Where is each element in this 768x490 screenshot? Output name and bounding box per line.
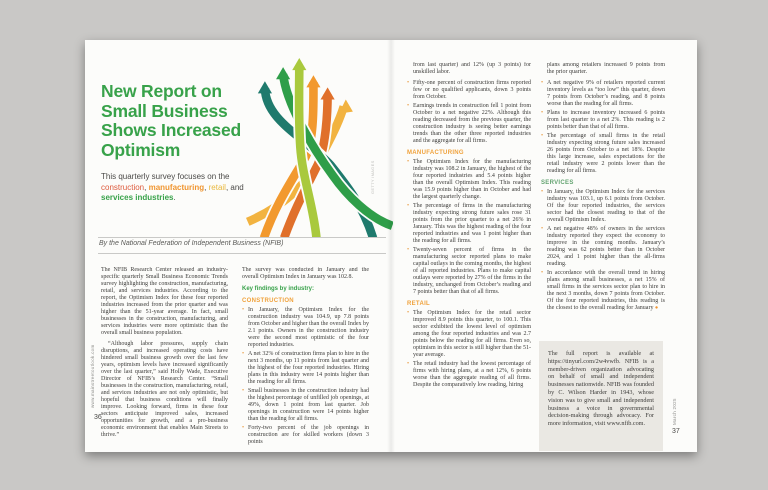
bullet-item: [407, 103, 531, 145]
construction-runover: from last quarter) and 12% (up 3 points) for unskilled labor.: [413, 62, 531, 75]
bullet-item: [407, 310, 531, 359]
bullet-marker: •: [242, 307, 245, 313]
bullet-item: [541, 110, 665, 131]
bullet-text: A net 32% of construction firms plan to hire in the next 3 months, up 11 points from last quarter and the highest of the four reported industries. Hiring plans in this industry were 14 points higher than the reading for all firms.: [248, 351, 369, 385]
right-page-column-1: [407, 62, 531, 426]
byline: By the National Federation of Independent Business (NFIB): [99, 240, 284, 247]
subtitle-segment: manufacturing: [148, 182, 205, 192]
subtitle-segment: retail: [208, 182, 226, 192]
subtitle-segment: .: [173, 193, 176, 202]
bullet-text: In January, the Optimism Index for the services industry was 103.1, up 6.1 points from October. Of the four reported industries, the services sector had the closest reading to that of the overall Optimism Index.: [547, 189, 665, 223]
bullet-text: The percentage of firms in the manufacturing industry expecting strong future sales rose 31 points from the prior quarter to a net 26% in January. This was the highest reading of the four reported industries and was 1 point higher than the reading for all firms.: [413, 203, 531, 244]
bullet-marker: •: [541, 270, 544, 276]
bullet-marker: •: [407, 203, 410, 209]
bullet-marker: •: [242, 351, 245, 357]
end-of-article-icon: ●: [653, 305, 659, 311]
bullet-text: In January, the Optimism Index for the construction industry was 104.9, up 7.8 points from October and higher than the overall Index by 2.1 points. Owners in the construction industry were the second most optimistic of the four reported industries.: [248, 307, 369, 348]
bullet-item: [541, 80, 665, 108]
retail-bullet-list: [407, 310, 531, 389]
bullet-text: Earnings trends in construction fell 1 point from October to a net negative 22%. Although this reading decreased from the previous quarter, the construction industry is seeing better earnings trends than the other three reported industries and the aggregate for all firms.: [413, 103, 531, 144]
bullet-marker: •: [407, 80, 410, 86]
byline-rule-bottom: [98, 253, 386, 254]
bullet-item: [541, 226, 665, 268]
bullet-text: The Optimism Index for the retail sector improved 8.9 points this quarter, to 100.1. This sector exhibited the lowest level of optimism among the four reported industries and was 2.7 points below the reading for all firms. Even so, optimism in this sector is still higher than the 51-year average.: [413, 310, 531, 358]
article-title: New Report on Small Business Shows Increased Optimism: [101, 81, 241, 160]
intro-paragraph: “Although labor pressures, supply chain disruptions, and increased operating costs have hindered small business growth over the last few years, optimism levels have increased significantly over the last quarter,” said Holly Wade, Executive Director of NFIB’s Research Center. “Small businesses in the construction, manufacturing, retail, and services industries are not only optimistic, but hopeful that business conditions will finally improve. Looking forward, firms in these four sectors anticipate improved sales, increased opportunities for growth, and a pro-business economic environment that enables Main Streets to thrive.”: [101, 341, 228, 438]
left-page-column-1: [101, 267, 228, 448]
bullet-marker: •: [541, 110, 544, 116]
image-credit: GETTY IMAGES: [370, 160, 375, 194]
subtitle-segment: This quarterly survey focuses on the: [101, 172, 230, 181]
subtitle-segment: , and: [225, 182, 244, 192]
bullet-marker: •: [541, 80, 544, 86]
full-report-info-box: The full report is available at https://tinyurl.com/2w4vwfb. NFIB is a member-driven organization advocating on behalf of small and independent businesses nationwide. NFIB was founded by C. Wilson Harder in 1943, whose vision was to give small and independent business a voice in governmental decision-making through advocacy. For more information, visit www.nfib.com.: [539, 341, 663, 451]
bullet-marker: •: [541, 226, 544, 232]
right-page-column-2: [541, 62, 665, 338]
subtitle-segment: ,: [144, 182, 149, 192]
bullet-marker: •: [541, 133, 544, 139]
page-number-right: 37: [672, 428, 680, 435]
bullet-marker: •: [407, 310, 410, 316]
bullet-text: A net negative 9% of retailers reported current inventory levels as “too low” this quarter, down 7 points from October’s reading, and 8 points worse than the reading for all firms.: [547, 80, 665, 107]
bullet-item: [407, 159, 531, 201]
section-heading-manufacturing: MANUFACTURING: [407, 150, 464, 156]
bullet-marker: •: [407, 361, 410, 367]
bullet-item: [407, 247, 531, 296]
bullet-item: [242, 307, 369, 349]
bullet-marker: •: [407, 247, 410, 253]
bullet-marker: •: [242, 388, 245, 394]
page-seam: [387, 40, 395, 452]
construction-bullet-list: [242, 307, 369, 446]
survey-lead: The survey was conducted in January and the overall Optimism Index in January was 102.8.: [242, 267, 369, 280]
website-vertical-label: www.mainstreetoutlook.com: [90, 344, 95, 408]
section-heading-services: SERVICES: [541, 180, 574, 186]
byline-rule-top: [98, 237, 386, 238]
subtitle-segment: construction: [101, 182, 145, 192]
retail-bullet-list-continued: [541, 80, 665, 175]
bullet-text: In accordance with the overall trend in hiring plans among small businesses, a net 15% of small firms in the services sector plan to hire in the next 3 months, down 7 points from October. Of the four reported industries, this reading is the closest to the overall reading for January ●: [547, 270, 665, 311]
subtitle-segment: services industries: [101, 193, 174, 202]
subtitle-segment: ,: [204, 182, 209, 192]
bullet-item: [407, 361, 531, 389]
intro-paragraph: The NFIB Research Center released an industry-specific quarterly Small Business Economic Trends survey highlighting the construction, manufacturing, retail, and services industries. According to the report, the Optimism Index for these four reported industries increased from the prior quarter and was higher than the 51-year average. In fact, small businesses in the construction, manufacturing, and services industries were more optimistic than the overall small business population.: [101, 267, 228, 336]
section-heading-construction: CONSTRUCTION: [242, 298, 294, 304]
bullet-item: [407, 203, 531, 245]
bullet-item: [407, 80, 531, 101]
left-page-column-2: [242, 267, 369, 448]
bullet-text: Plans to increase inventory increased 6 points from last quarter to a net 2%. This reading is 2 points better than that of all firms.: [547, 110, 665, 130]
construction-bullet-list-continued: [407, 80, 531, 145]
bullet-item: [242, 388, 369, 423]
bullet-text: The percentage of small firms in the retail industry expecting strong future sales increased 26 points from October to a net 18%. Despite this large increase, sales expectations for the retail industry were 2 points lower than the reading for all firms.: [547, 133, 665, 174]
key-findings-label: Key findings by industry:: [242, 286, 315, 292]
bullet-marker: •: [407, 159, 410, 165]
bullet-text: Fifty-one percent of construction firms reported few or no qualified applicants, down 3 points from October.: [413, 80, 531, 100]
bullet-text: Small businesses in the construction industry had the highest percentage of unfilled job openings, at 49%, down 1 point from last quarter. Job openings in construction were 14 points higher than the reading for all firms.: [248, 388, 369, 422]
retail-runover: plans among retailers increased 9 points from the prior quarter.: [547, 62, 665, 75]
bullet-text: Forty-two percent of the job openings in construction are for skilled workers (down 3 points: [248, 425, 369, 445]
bullet-marker: •: [407, 103, 410, 109]
bullet-text: The Optimism Index for the manufacturing industry was 108.2 in January, the highest of the four reported industries and 5.4 points higher than the overall Optimism Index. This reading was 15.9 points higher than in October and had the largest quarterly change.: [413, 159, 531, 200]
bullet-marker: •: [242, 425, 245, 431]
bullet-text: The retail industry had the lowest percentage of firms with hiring plans, at a net 12%, 6 points worse than the aggregate reading of all firms. Despite the comparatively low reading, hiring: [413, 361, 531, 388]
manufacturing-bullet-list: [407, 159, 531, 296]
page-number-left: 36: [94, 414, 102, 421]
bullet-item: [242, 425, 369, 446]
magazine-spread: [85, 40, 697, 452]
services-bullet-list: [541, 189, 665, 312]
section-heading-retail: RETAIL: [407, 301, 431, 307]
bullet-item: [541, 189, 665, 224]
bullet-item: [242, 351, 369, 386]
bullet-item: [541, 270, 665, 312]
bullet-item: [541, 133, 665, 175]
bullet-text: Twenty-seven percent of firms in the manufacturing sector reported plans to make capital outlays in the coming months, the highest of all reported industries. Plans to make capital outlays were reported by 27% of the firms in the industry, unchanged from October’s reading and 7 points better than that of all firms.: [413, 247, 531, 295]
bullet-text: A net negative 48% of owners in the services industry reported they expect the economy to improve in the coming months. January’s reading was 62 points better than in October 2024, and 1 point higher than the all-firms reading.: [547, 226, 665, 267]
bullet-marker: •: [541, 189, 544, 195]
issue-date-vertical-label: March 2025: [672, 398, 677, 425]
